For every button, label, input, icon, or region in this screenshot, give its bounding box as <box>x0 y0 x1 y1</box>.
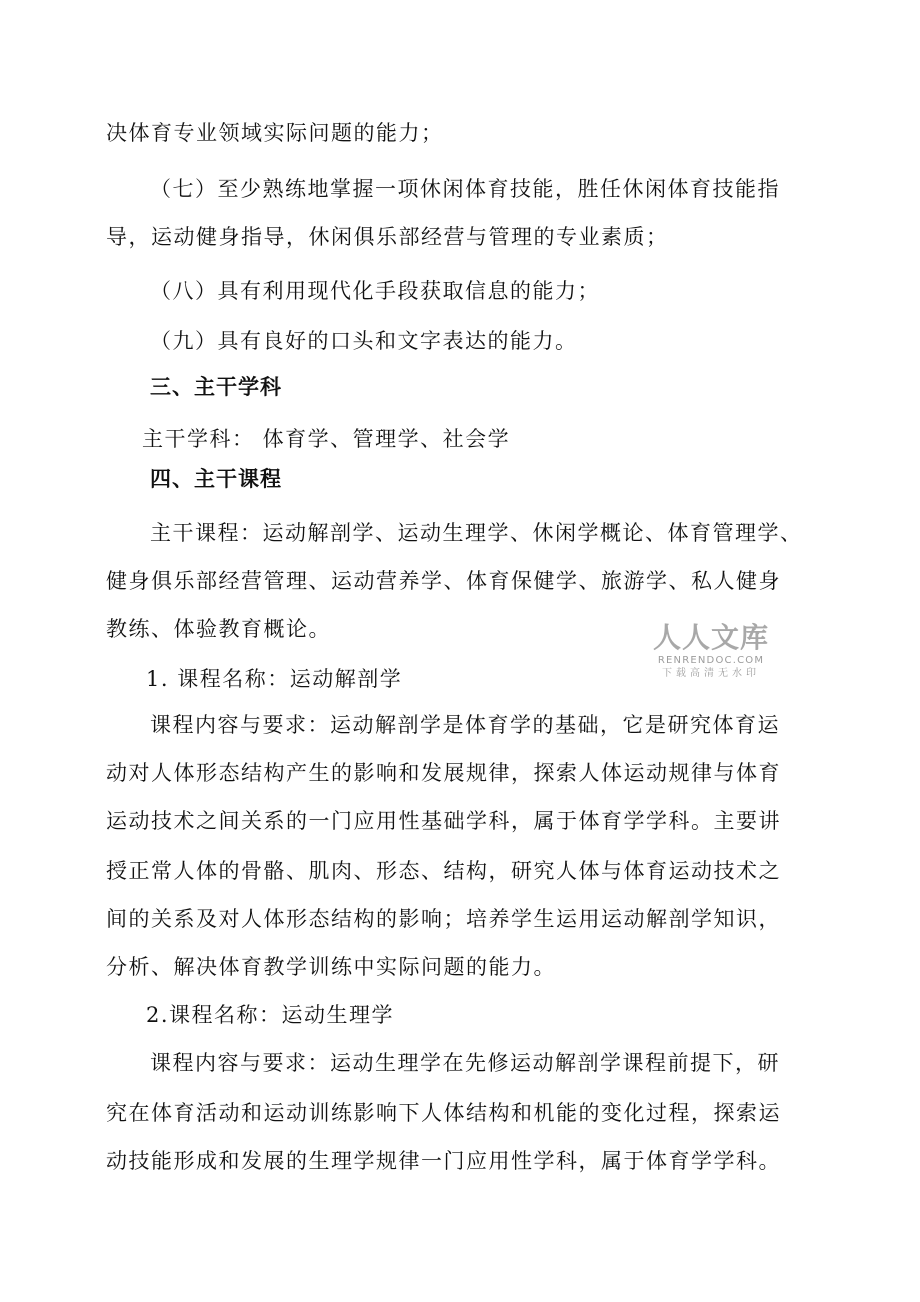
text-line-10: 健身俱乐部经营管理、运动营养学、体育保健学、旅游学、私人健身 <box>106 569 781 593</box>
watermark-tagline: 下载高清无水印 <box>662 668 760 679</box>
text-line-9: 主干课程：运动解剖学、运动生理学、休闲学概论、体育管理学、 <box>150 521 803 545</box>
section-heading-3: 三、主干学科 <box>150 375 282 399</box>
course-title-2: 2.课程名称：运动生理学 <box>146 1003 395 1027</box>
text-line-2: （七）至少熟练地掌握一项休闲体育技能，胜任休闲体育技能指 <box>150 177 780 201</box>
watermark-domain: RENRENDOC.COM <box>657 655 765 666</box>
text-line-14: 动对人体形态结构产生的影响和发展规律，探索人体运动规律与体育 <box>106 761 781 785</box>
course-title-1: 1. 课程名称：运动解剖学 <box>146 667 403 691</box>
text-line-15: 运动技术之间关系的一门应用性基础学科，属于体育学学科。主要讲 <box>106 809 781 833</box>
text-line-4: （八）具有利用现代化手段获取信息的能力； <box>150 279 600 303</box>
section-heading-4: 四、主干课程 <box>150 467 282 491</box>
text-line-20: 课程内容与要求：运动生理学在先修运动解剖学课程前提下，研 <box>150 1051 780 1075</box>
text-line-21: 究在体育活动和运动训练影响下人体结构和机能的变化过程，探索运 <box>106 1101 781 1125</box>
text-line-3: 导，运动健身指导，休闲俱乐部经营与管理的专业素质； <box>106 225 669 249</box>
text-line-13: 课程内容与要求：运动解剖学是体育学的基础，它是研究体育运 <box>150 713 780 737</box>
text-line-16: 授正常人体的骨骼、肌肉、形态、结构，研究人体与体育运动技术之 <box>106 859 781 883</box>
watermark-title: 人人文库 <box>652 621 769 654</box>
text-line-18: 分析、解决体育教学训练中实际问题的能力。 <box>106 955 556 979</box>
text-line-7: 主干学科： 体育学、管理学、社会学 <box>142 427 511 451</box>
text-line-5: （九）具有良好的口头和文字表达的能力。 <box>150 329 578 353</box>
text-line-11: 教练、体验教育概论。 <box>106 617 331 641</box>
text-line-22: 动技能形成和发展的生理学规律一门应用性学科，属于体育学学科。 <box>106 1149 781 1173</box>
watermark-logo <box>646 622 776 680</box>
text-line-17: 间的关系及对人体形态结构的影响；培养学生运用运动解剖学知识， <box>106 907 781 931</box>
text-line-1: 决体育专业领域实际问题的能力； <box>106 121 444 145</box>
